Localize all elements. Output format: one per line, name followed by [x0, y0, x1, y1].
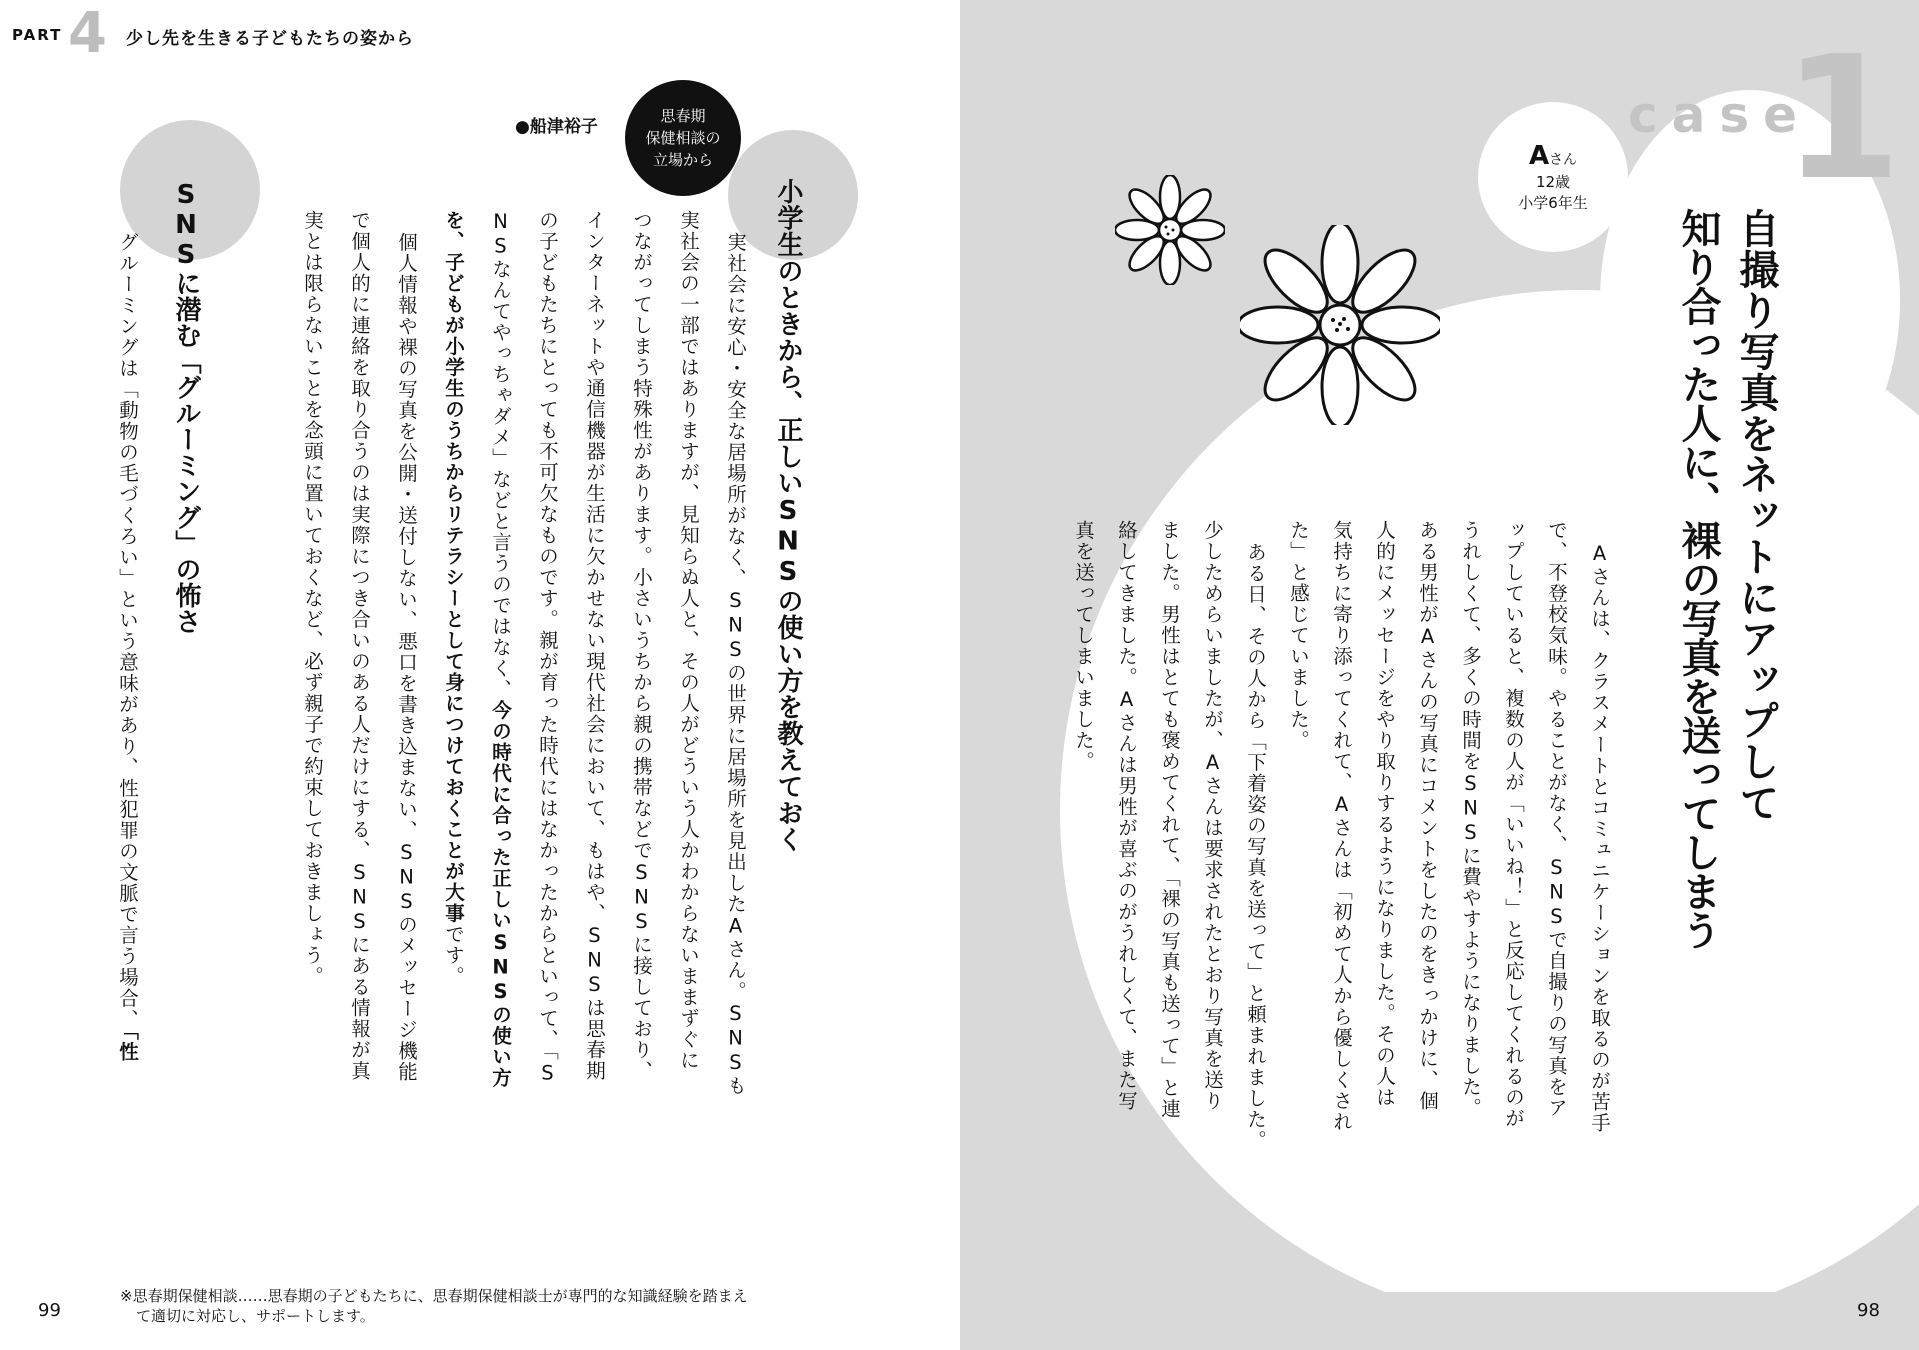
- body-column: インターネットや通信機器が生活に欠かせない現代社会において、もはや、SNSは思春期: [583, 210, 606, 1082]
- case-body-column: た」と感じていました。: [1287, 520, 1310, 751]
- part-number: 4: [68, 1, 107, 66]
- body-text: NSなんてやっちゃダメ」などと言うのではなく、: [489, 210, 512, 700]
- case-body-column: ップしていると、複数の人が「いいね！」と反応してくれるのが: [1502, 520, 1525, 1129]
- author-badge: [625, 80, 741, 196]
- body-column: の子どもたちにとっても不可欠なものです。親が育った時代にはなかったからといって、「S: [536, 210, 559, 1086]
- case-body-column: で、不登校気味。やることがなく、SNSで自撮りの写真をア: [1545, 520, 1568, 1119]
- profile-age: 12歳: [1535, 173, 1571, 191]
- case-body-column: 絡してきました。Aさんは男性が喜ぶのがうれしくて、また写: [1115, 520, 1138, 1112]
- body-column: [485, 210, 516, 1089]
- badge-line: 立場から: [652, 151, 713, 169]
- case-title-line2: 知り合った人に、裸の写真を送ってしまう: [1675, 208, 1721, 949]
- case-body-column: ました。男性はとても褒めてくれて、「裸の写真も送って」と連: [1158, 520, 1181, 1120]
- chapter-title: 少し先を生きる子どもたちの姿から: [126, 29, 414, 49]
- body-text: グルーミングは「動物の毛づくろい」という意味があり、性犯罪の文脈で言う場合、: [116, 232, 139, 1030]
- author-name: ●船津裕子: [515, 117, 598, 137]
- case-body-column: 人的にメッセージをやり取りするようになりました。その人は: [1373, 520, 1396, 1108]
- emphasis-text: 今の時代に合った正しいSNSの使い方: [489, 700, 512, 1089]
- case-body-column: 真を送ってしまいました。: [1072, 520, 1095, 772]
- section-heading: 小学生のときから、正しいSNSの使い方を教えておく: [773, 178, 803, 853]
- profile-name: [1529, 141, 1577, 171]
- page-number: 98: [1857, 1300, 1880, 1321]
- profile-grade: 小学6年生: [1518, 194, 1588, 212]
- flower-illustration: [1115, 175, 1225, 285]
- page-bottom-band: [960, 1292, 1919, 1350]
- case-body-column: Aさんは、クラスメートとコミュニケーションを取るのが苦手: [1588, 542, 1611, 1134]
- case-number: 1: [1783, 20, 1902, 218]
- body-column: [438, 210, 469, 987]
- case-body-column: うれしくて、多くの時間をSNSに費やすようになりました。: [1459, 520, 1482, 1119]
- case-body-column: 少しためらいましたが、Aさんは要求されたとおり写真を送り: [1201, 520, 1224, 1112]
- body-column: で個人的に連絡を取り合うのは実際につき合いのある人だけにする、SNSにある情報が真: [348, 210, 371, 1082]
- case-label: case: [1628, 86, 1812, 144]
- footnote: [120, 1286, 748, 1326]
- body-column: 実社会に安心・安全な居場所がなく、SNSの世界に居場所を見出したAさん。SNSも: [724, 232, 747, 1097]
- badge-line: 保健相談の: [645, 129, 721, 147]
- case-title-line1: 自撮り写真をネットにアップして: [1733, 208, 1779, 823]
- section-heading: SNSに潜む「グルーミング」の怖さ: [171, 180, 201, 634]
- profile-suffix: さん: [1549, 152, 1578, 168]
- body-text: です。: [442, 924, 465, 987]
- flower-illustration: [1240, 225, 1440, 425]
- badge-line: 思春期: [660, 107, 706, 125]
- emphasis-text: を、子どもが小学生のうちからリテラシーとして身につけておくことが大事: [442, 210, 465, 924]
- body-column: つながってしまう特殊性があります。小さいうちから親の携帯などでSNSに接しており、: [630, 210, 653, 1082]
- body-column: [112, 232, 143, 1062]
- case-body-column: ある男性がAさんの写真にコメントをしたのをきっかけに、個: [1416, 520, 1439, 1112]
- footnote-line: ※思春期保健相談……思春期の子どもたちに、思春期保健相談士が専門的な知識経験を踏まえ: [120, 1287, 748, 1305]
- emphasis-text: 「性: [116, 1030, 139, 1063]
- case-body-column: 気持ちに寄り添ってくれて、Aさんは「初めて人から優しくされ: [1330, 520, 1353, 1133]
- body-column: 実社会の一部ではありますが、見知らぬ人と、その人がどういう人かわからないままずぐに: [677, 210, 700, 1071]
- part-label: PART: [12, 26, 63, 44]
- body-column: 個人情報や裸の写真を公開・送付しない、悪口を書き込まない、SNSのメッセージ機能: [395, 232, 418, 1083]
- body-column: 実とは限らないことを念頭に置いておくなど、必ず親子で約束しておきましょう。: [301, 210, 324, 987]
- footnote-line: て適切に対応し、サポートします。: [136, 1307, 375, 1325]
- profile-initial: A: [1528, 141, 1550, 171]
- case-body-column: ある日、その人から「下着姿の写真を送って」と頼まれました。: [1244, 542, 1267, 1151]
- page-number: 99: [38, 1300, 61, 1321]
- profile-badge: [1478, 102, 1628, 252]
